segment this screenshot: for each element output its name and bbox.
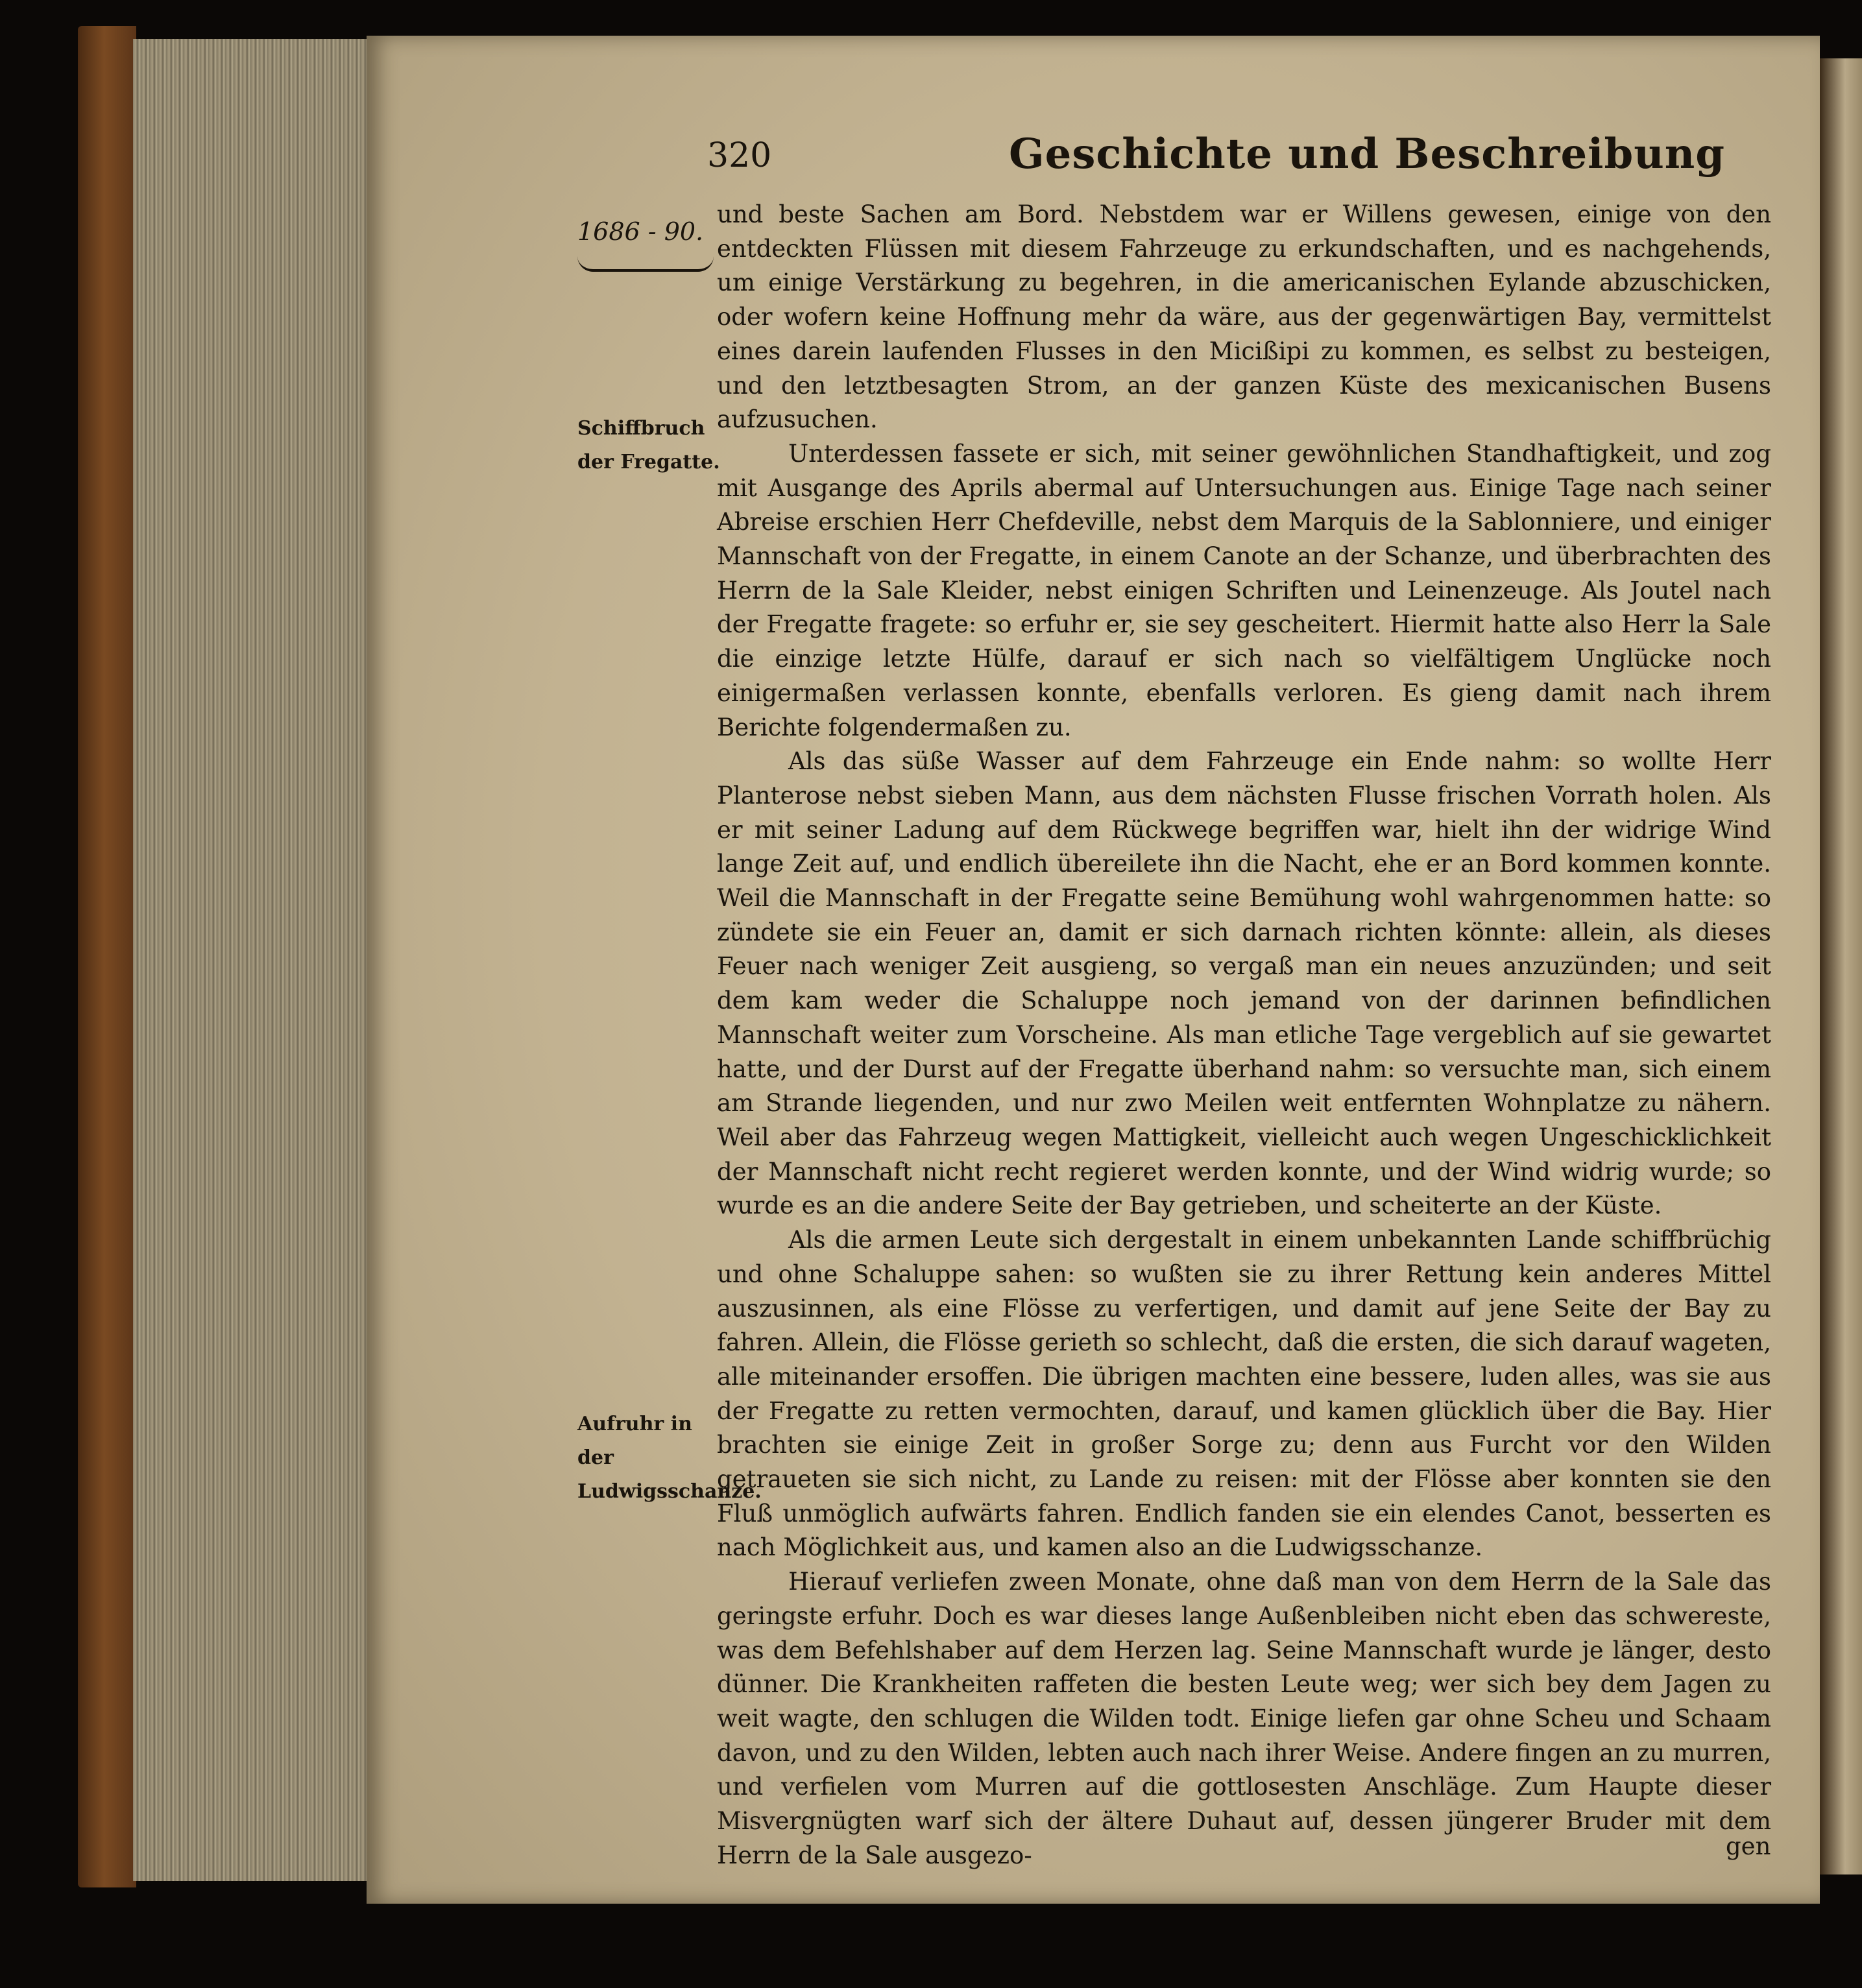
paragraph: Als die armen Leute sich dergestalt in einem unbekannten Lande schiffbrüchig und ohne Schaluppe sahen: so wußten sie zu ihrer Rettung kein anderes Mittel auszusinnen, als eine Flösse zu verfertigen, und damit auf jene Seite der Bay zu fahren. Allein, die Flösse gerieth so schlecht, daß die ersten, die sich darauf wageten, alle miteinander ersoffen. Die übrigen machten eine bessere, luden alles, was sie aus der Fregatte zu retten vermochten, darauf, und kamen glücklich über die Bay. Hier brachten sie einige Zeit in großer Sorge zu; denn aus Furcht vor den Wilden getraueten sie sich nicht, zu Lande zu reisen: mit der Flösse aber konnten sie den Fluß unmöglich aufwärts fahren. Endlich fanden sie ein elendes Canot, besserten es nach Möglichkeit aus, und kamen also an die Ludwigsschanze.	[717, 1226, 1771, 1562]
margin-note-mutiny: Aufruhr in der Ludwigsschanze.	[577, 1413, 762, 1503]
paragraph: Hierauf verliefen zween Monate, ohne daß man von dem Herrn de la Sale das geringste erfuhr. Doch es war dieses lange Außenbleiben nicht eben das schwereste, was dem Befehlshaber auf dem Herzen lag. Seine Mannschaft wurde je länger, desto dünner. Die Krankheiten raffeten die besten Leute weg; wer sich bey dem Jagen zu weit wagte, den schlugen die Wilden todt. Einige liefen gar ohne Scheu und Schaam davon, und zu den Wilden, lebten auch nach ihrer Weise. Andere fingen an zu murren, und verfielen vom Murren auf die gottlosesten Anschläge. Zum Haupte dieser Misvergnügten warf sich der ältere Duhaut auf, dessen jüngerer Bruder mit dem Herrn de la Sale ausgezo-	[717, 1568, 1771, 1869]
margin-year: 1686 - 90.	[577, 217, 704, 246]
book-spine-edge	[78, 26, 136, 1887]
margin-brace	[577, 256, 714, 272]
page-number: 320	[707, 136, 772, 175]
paragraph: Als das süße Wasser auf dem Fahrzeuge ein Ende nahm: so wollte Herr Planterose nebst sieben Mann, aus dem nächsten Flusse frischen Vorrath holen. Als er mit seiner Ladung auf dem Rückwege begriffen war, hielt ihn der widrige Wind lange Zeit auf, und endlich übereilete ihn die Nacht, ehe er an Bord kommen konnte. Weil die Mannschaft in der Fregatte seine Bemühung wohl wahrgenommen hatte: so zündete sie ein Feuer an, damit er sich darnach richten könnte: allein, als dieses Feuer nach weniger Zeit ausgieng, so vergaß man ein neues anzuzünden; und seit dem kam weder die Schaluppe noch jemand von der darinnen befindlichen Mannschaft weiter zum Vorscheine. Als man etliche Tage vergeblich auf sie gewartet hatte, und der Durst auf der Fregatte überhand nahm: so versuchte man, sich einem am Strande liegenden, und nur zwo Meilen weit entfernten Wohnplatze zu nähern. Weil aber das Fahrzeug wegen Mattigkeit, vielleicht auch wegen Ungeschicklichkeit der Mannschaft nicht recht regieret werden konnte, und der Wind widrig wurde; so wurde es an die andere Seite der Bay getrieben, und scheiterte an der Küste.	[717, 747, 1771, 1220]
catchword: gen	[1726, 1832, 1771, 1860]
body-text	[717, 198, 1771, 1873]
page-header	[707, 130, 1810, 188]
margin-note-shipwreck: Schiffbruch der Fregatte.	[577, 417, 720, 473]
paragraph: und beste Sachen am Bord. Nebstdem war er Willens gewesen, einige von den entdeckten Flüssen mit diesem Fahrzeuge zu erkundschaften, und es nachgehends, um einige Verstärkung zu begehren, in die americanischen Eylande abzuschicken, oder wofern keine Hoffnung mehr da wäre, aus der gegenwärtigen Bay, vermittelst eines darein laufenden Flusses in den Micißipi zu kommen, es selbst zu besteigen, und den letztbesagten Strom, an der ganzen Küste des mexicanischen Busens aufzusuchen.	[717, 200, 1771, 434]
paragraph: Unterdessen fassete er sich, mit seiner gewöhnlichen Standhaftigkeit, und zog mit Ausgange des Aprils abermal auf Untersuchungen aus. Einige Tage nach seiner Abreise erschien Herr Chefdeville, nebst dem Marquis de la Sablonniere, und einiger Mannschaft von der Fregatte, in einem Canote an der Schanze, und überbrachten des Herrn de la Sale Kleider, nebst einigen Schriften und Leinenzeuge. Als Joutel nach der Fregatte fragete: so erfuhr er, sie sey gescheitert. Hiermit hatte also Herr la Sale die einzige letzte Hülfe, darauf er sich nach so vielfältigem Unglücke noch einigermaßen verlassen konnte, ebenfalls verloren. Es gieng damit nach ihrem Berichte folgendermaßen zu.	[717, 439, 1771, 741]
page-edges	[133, 39, 373, 1881]
facing-page-edge	[1820, 58, 1862, 1874]
running-title: Geschichte und Beschreibung	[1009, 130, 1726, 178]
